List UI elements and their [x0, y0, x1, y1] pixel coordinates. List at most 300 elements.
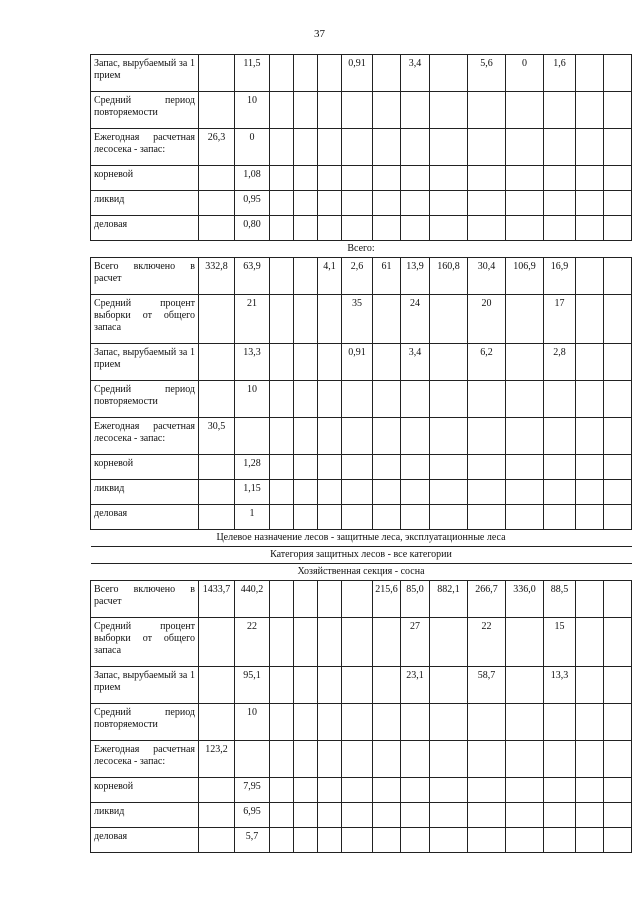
- table-cell: [576, 191, 604, 216]
- table-cell: [544, 704, 576, 741]
- table-cell: [506, 455, 544, 480]
- section-heading-row: [91, 241, 632, 258]
- table-cell: [294, 480, 318, 505]
- table-cell: [373, 741, 401, 778]
- table-cell: [430, 480, 468, 505]
- table-cell: [468, 166, 506, 191]
- row-label: деловая: [91, 216, 199, 241]
- table-row: [91, 704, 632, 741]
- section-heading-row: [91, 564, 632, 581]
- table-cell: [294, 129, 318, 166]
- table-row: [91, 803, 632, 828]
- table-cell: 5,7: [235, 828, 270, 853]
- table-cell: 58,7: [468, 667, 506, 704]
- page-number: 37: [314, 28, 325, 40]
- table-cell: [294, 741, 318, 778]
- table-cell: [430, 778, 468, 803]
- table-cell: 20: [468, 295, 506, 344]
- table-cell: [604, 295, 632, 344]
- table-cell: [318, 381, 342, 418]
- section-heading: Всего:: [91, 241, 632, 258]
- table-cell: 85,0: [401, 581, 430, 618]
- table-cell: [544, 129, 576, 166]
- table-cell: [544, 166, 576, 191]
- table-cell: [576, 55, 604, 92]
- table-cell: [576, 505, 604, 530]
- table-cell: [199, 667, 235, 704]
- table-cell: [270, 191, 294, 216]
- table-cell: [430, 92, 468, 129]
- table-cell: [576, 258, 604, 295]
- table-cell: [199, 92, 235, 129]
- table-cell: [373, 803, 401, 828]
- table-cell: [270, 505, 294, 530]
- table-cell: [318, 803, 342, 828]
- table-cell: [401, 741, 430, 778]
- table-cell: 440,2: [235, 581, 270, 618]
- table-cell: [544, 803, 576, 828]
- table-cell: [576, 344, 604, 381]
- section-heading-row: [91, 547, 632, 564]
- table-cell: [468, 191, 506, 216]
- table-cell: [468, 216, 506, 241]
- table-cell: [604, 92, 632, 129]
- table-cell: [430, 191, 468, 216]
- table-cell: [468, 381, 506, 418]
- table-cell: [604, 828, 632, 853]
- row-label: ликвид: [91, 480, 199, 505]
- table-cell: 0,91: [342, 55, 373, 92]
- table-cell: 1433,7: [199, 581, 235, 618]
- table-cell: [544, 505, 576, 530]
- table-row: [91, 191, 632, 216]
- table-cell: [576, 803, 604, 828]
- table-cell: [294, 344, 318, 381]
- table-cell: [576, 92, 604, 129]
- table-cell: [544, 828, 576, 853]
- table-cell: [373, 166, 401, 191]
- row-label: корневой: [91, 166, 199, 191]
- table-cell: 10: [235, 92, 270, 129]
- table-cell: 30,5: [199, 418, 235, 455]
- table-cell: 0,80: [235, 216, 270, 241]
- table-cell: [318, 216, 342, 241]
- table-cell: [270, 618, 294, 667]
- table-cell: [373, 92, 401, 129]
- row-label: Средний процент выборки от общего запаса: [91, 295, 199, 344]
- table-cell: 26,3: [199, 129, 235, 166]
- table-cell: [342, 803, 373, 828]
- table-cell: [199, 778, 235, 803]
- table-cell: [468, 828, 506, 853]
- table-cell: [576, 778, 604, 803]
- table-cell: 63,9: [235, 258, 270, 295]
- table-cell: [294, 828, 318, 853]
- table-cell: [604, 505, 632, 530]
- table-cell: [401, 216, 430, 241]
- table-cell: [373, 191, 401, 216]
- table-cell: [576, 741, 604, 778]
- table-cell: 23,1: [401, 667, 430, 704]
- table-cell: [576, 381, 604, 418]
- table-cell: [604, 778, 632, 803]
- table-cell: 13,9: [401, 258, 430, 295]
- table-cell: [199, 216, 235, 241]
- table-cell: [401, 505, 430, 530]
- table-cell: [576, 166, 604, 191]
- table-cell: [604, 741, 632, 778]
- row-label: Запас, вырубаемый за 1 прием: [91, 344, 199, 381]
- table-cell: 16,9: [544, 258, 576, 295]
- table-cell: [430, 216, 468, 241]
- table-row: [91, 55, 632, 92]
- table-cell: [342, 418, 373, 455]
- table-cell: [506, 191, 544, 216]
- table-cell: [506, 344, 544, 381]
- table-cell: [401, 828, 430, 853]
- table-cell: [373, 667, 401, 704]
- row-label: деловая: [91, 828, 199, 853]
- table-cell: [270, 828, 294, 853]
- table-cell: [294, 55, 318, 92]
- table-cell: [199, 455, 235, 480]
- table-cell: [373, 381, 401, 418]
- table-cell: 1,6: [544, 55, 576, 92]
- table-cell: 88,5: [544, 581, 576, 618]
- table-row: [91, 166, 632, 191]
- table-cell: [270, 778, 294, 803]
- section-heading: Категория защитных лесов - все категории: [91, 547, 632, 564]
- table-cell: [604, 455, 632, 480]
- table-cell: [506, 778, 544, 803]
- table-cell: [506, 480, 544, 505]
- table-cell: [294, 418, 318, 455]
- table-cell: [199, 295, 235, 344]
- table-cell: [430, 166, 468, 191]
- table-cell: [506, 381, 544, 418]
- table-cell: [199, 344, 235, 381]
- table-cell: [468, 129, 506, 166]
- table-cell: [294, 216, 318, 241]
- table-row: [91, 418, 632, 455]
- table-cell: 10: [235, 381, 270, 418]
- table-cell: [342, 381, 373, 418]
- table-cell: [544, 480, 576, 505]
- row-label: Всего включено в расчет: [91, 581, 199, 618]
- table-cell: [270, 704, 294, 741]
- table-cell: [430, 129, 468, 166]
- table-cell: [604, 480, 632, 505]
- table-cell: [270, 344, 294, 381]
- row-label: ликвид: [91, 803, 199, 828]
- table-cell: [235, 741, 270, 778]
- table-cell: [318, 166, 342, 191]
- table-cell: [199, 480, 235, 505]
- row-label: корневой: [91, 455, 199, 480]
- table-cell: [506, 166, 544, 191]
- table-cell: 0,91: [342, 344, 373, 381]
- table-cell: [576, 704, 604, 741]
- table-cell: [294, 455, 318, 480]
- table-cell: [604, 258, 632, 295]
- table-cell: 106,9: [506, 258, 544, 295]
- table-cell: [430, 741, 468, 778]
- table-cell: [270, 581, 294, 618]
- table-cell: [604, 618, 632, 667]
- table-cell: [430, 828, 468, 853]
- table-cell: 1,08: [235, 166, 270, 191]
- table-cell: [604, 344, 632, 381]
- table-cell: [544, 381, 576, 418]
- table-cell: [604, 581, 632, 618]
- table-cell: [318, 581, 342, 618]
- table-cell: [373, 618, 401, 667]
- table-row: [91, 129, 632, 166]
- table-cell: [506, 803, 544, 828]
- table-cell: [373, 480, 401, 505]
- table-cell: [373, 828, 401, 853]
- table-cell: [506, 216, 544, 241]
- table-cell: [318, 418, 342, 455]
- table-cell: [373, 778, 401, 803]
- table-cell: [270, 381, 294, 418]
- table-row: [91, 505, 632, 530]
- table-cell: [342, 704, 373, 741]
- table-cell: [468, 704, 506, 741]
- table-cell: [342, 505, 373, 530]
- row-label: корневой: [91, 778, 199, 803]
- table-cell: [342, 455, 373, 480]
- table-cell: [401, 418, 430, 455]
- table-cell: [506, 418, 544, 455]
- table-cell: 17: [544, 295, 576, 344]
- table-cell: [199, 704, 235, 741]
- table-cell: 27: [401, 618, 430, 667]
- table-cell: [506, 667, 544, 704]
- table-cell: [199, 618, 235, 667]
- table-cell: [373, 295, 401, 344]
- table-cell: [544, 216, 576, 241]
- table-row: [91, 381, 632, 418]
- table-cell: [235, 418, 270, 455]
- table-cell: [506, 129, 544, 166]
- table-cell: [270, 480, 294, 505]
- table-cell: [576, 618, 604, 667]
- table-cell: 6,95: [235, 803, 270, 828]
- table-cell: [430, 618, 468, 667]
- table-row: [91, 741, 632, 778]
- table-cell: [270, 258, 294, 295]
- table-cell: [199, 191, 235, 216]
- table-cell: 13,3: [544, 667, 576, 704]
- row-label: деловая: [91, 505, 199, 530]
- table-cell: [468, 778, 506, 803]
- table-cell: [544, 191, 576, 216]
- table-cell: [576, 455, 604, 480]
- table-cell: [342, 778, 373, 803]
- table-cell: [373, 418, 401, 455]
- table-cell: [294, 258, 318, 295]
- table-cell: [342, 216, 373, 241]
- row-label: Средний период повторяемости: [91, 92, 199, 129]
- table-cell: [604, 803, 632, 828]
- table-cell: [506, 295, 544, 344]
- table-cell: 2,8: [544, 344, 576, 381]
- table-cell: 5,6: [468, 55, 506, 92]
- table-row: [91, 618, 632, 667]
- table-row: [91, 828, 632, 853]
- table-cell: [373, 455, 401, 480]
- table-cell: [506, 741, 544, 778]
- table-cell: [318, 741, 342, 778]
- table-cell: [604, 166, 632, 191]
- table-cell: [604, 55, 632, 92]
- table-cell: [294, 581, 318, 618]
- table-cell: [544, 455, 576, 480]
- table-cell: [294, 667, 318, 704]
- table-row: [91, 344, 632, 381]
- table-cell: 1: [235, 505, 270, 530]
- table-cell: [342, 828, 373, 853]
- table-row: [91, 455, 632, 480]
- table-cell: [468, 455, 506, 480]
- table-cell: [318, 55, 342, 92]
- table-cell: [430, 295, 468, 344]
- table-cell: 22: [468, 618, 506, 667]
- table-cell: 336,0: [506, 581, 544, 618]
- table-cell: [199, 505, 235, 530]
- table-cell: [373, 55, 401, 92]
- table-cell: [468, 741, 506, 778]
- table-cell: 266,7: [468, 581, 506, 618]
- table-cell: [468, 418, 506, 455]
- table-cell: [318, 455, 342, 480]
- table-cell: [318, 344, 342, 381]
- row-label: Средний период повторяемости: [91, 704, 199, 741]
- table-cell: [373, 216, 401, 241]
- table-cell: [506, 505, 544, 530]
- table-cell: [342, 618, 373, 667]
- table-cell: 123,2: [199, 741, 235, 778]
- table-cell: [468, 505, 506, 530]
- table-row: [91, 778, 632, 803]
- table-cell: [373, 704, 401, 741]
- table-cell: [199, 55, 235, 92]
- table-cell: [318, 480, 342, 505]
- table-cell: [318, 828, 342, 853]
- table-cell: [294, 191, 318, 216]
- table-cell: 15: [544, 618, 576, 667]
- table-cell: [604, 216, 632, 241]
- row-label: Запас, вырубаемый за 1 прием: [91, 55, 199, 92]
- table-cell: [342, 166, 373, 191]
- table-cell: [373, 505, 401, 530]
- section-heading: Целевое назначение лесов - защитные леса, эксплуатационные леса: [91, 530, 632, 547]
- table-cell: [401, 129, 430, 166]
- table-cell: [294, 618, 318, 667]
- section-heading: Хозяйственная секция - сосна: [91, 564, 632, 581]
- table-cell: [604, 667, 632, 704]
- table-cell: [401, 704, 430, 741]
- table-cell: 24: [401, 295, 430, 344]
- table-cell: [576, 480, 604, 505]
- table-cell: [342, 480, 373, 505]
- table-cell: [373, 129, 401, 166]
- table-cell: 0: [506, 55, 544, 92]
- table-cell: 2,6: [342, 258, 373, 295]
- table-cell: [576, 418, 604, 455]
- forest-harvest-table: [90, 54, 632, 853]
- table-cell: [468, 480, 506, 505]
- table-cell: [318, 618, 342, 667]
- row-label: ликвид: [91, 191, 199, 216]
- table-row: [91, 216, 632, 241]
- table-cell: [270, 92, 294, 129]
- table-cell: [401, 778, 430, 803]
- table-cell: [270, 166, 294, 191]
- table-cell: [342, 581, 373, 618]
- table-cell: [576, 216, 604, 241]
- table-cell: [294, 92, 318, 129]
- table-cell: [468, 803, 506, 828]
- table-cell: [199, 381, 235, 418]
- table-cell: [506, 618, 544, 667]
- row-label: Ежегодная расчетная лесосека - запас:: [91, 741, 199, 778]
- table-cell: 4,1: [318, 258, 342, 295]
- table-cell: 13,3: [235, 344, 270, 381]
- row-label: Всего включено в расчет: [91, 258, 199, 295]
- row-label: Ежегодная расчетная лесосека - запас:: [91, 418, 199, 455]
- table-cell: [401, 191, 430, 216]
- table-cell: [294, 778, 318, 803]
- table-row: [91, 581, 632, 618]
- table-cell: 6,2: [468, 344, 506, 381]
- table-cell: [430, 55, 468, 92]
- table-cell: [318, 505, 342, 530]
- table-cell: [576, 129, 604, 166]
- table-cell: [401, 381, 430, 418]
- table-cell: [270, 295, 294, 344]
- table-cell: [199, 803, 235, 828]
- table-cell: 882,1: [430, 581, 468, 618]
- table-cell: [468, 92, 506, 129]
- table-cell: [373, 344, 401, 381]
- table-row: [91, 92, 632, 129]
- table-cell: [604, 129, 632, 166]
- table-cell: [401, 455, 430, 480]
- table-cell: [270, 55, 294, 92]
- table-cell: 0,95: [235, 191, 270, 216]
- row-label: Средний период повторяемости: [91, 381, 199, 418]
- table-cell: [270, 129, 294, 166]
- table-cell: 10: [235, 704, 270, 741]
- table-cell: [576, 295, 604, 344]
- table-cell: [294, 166, 318, 191]
- table-cell: [544, 778, 576, 803]
- table-cell: [401, 92, 430, 129]
- table-cell: [199, 828, 235, 853]
- table-cell: [342, 741, 373, 778]
- table-cell: [270, 741, 294, 778]
- table-cell: [576, 581, 604, 618]
- table-cell: [430, 344, 468, 381]
- table-row: [91, 480, 632, 505]
- table-cell: 22: [235, 618, 270, 667]
- table-cell: [294, 381, 318, 418]
- table-cell: [318, 191, 342, 216]
- table-cell: [506, 92, 544, 129]
- table-cell: [430, 381, 468, 418]
